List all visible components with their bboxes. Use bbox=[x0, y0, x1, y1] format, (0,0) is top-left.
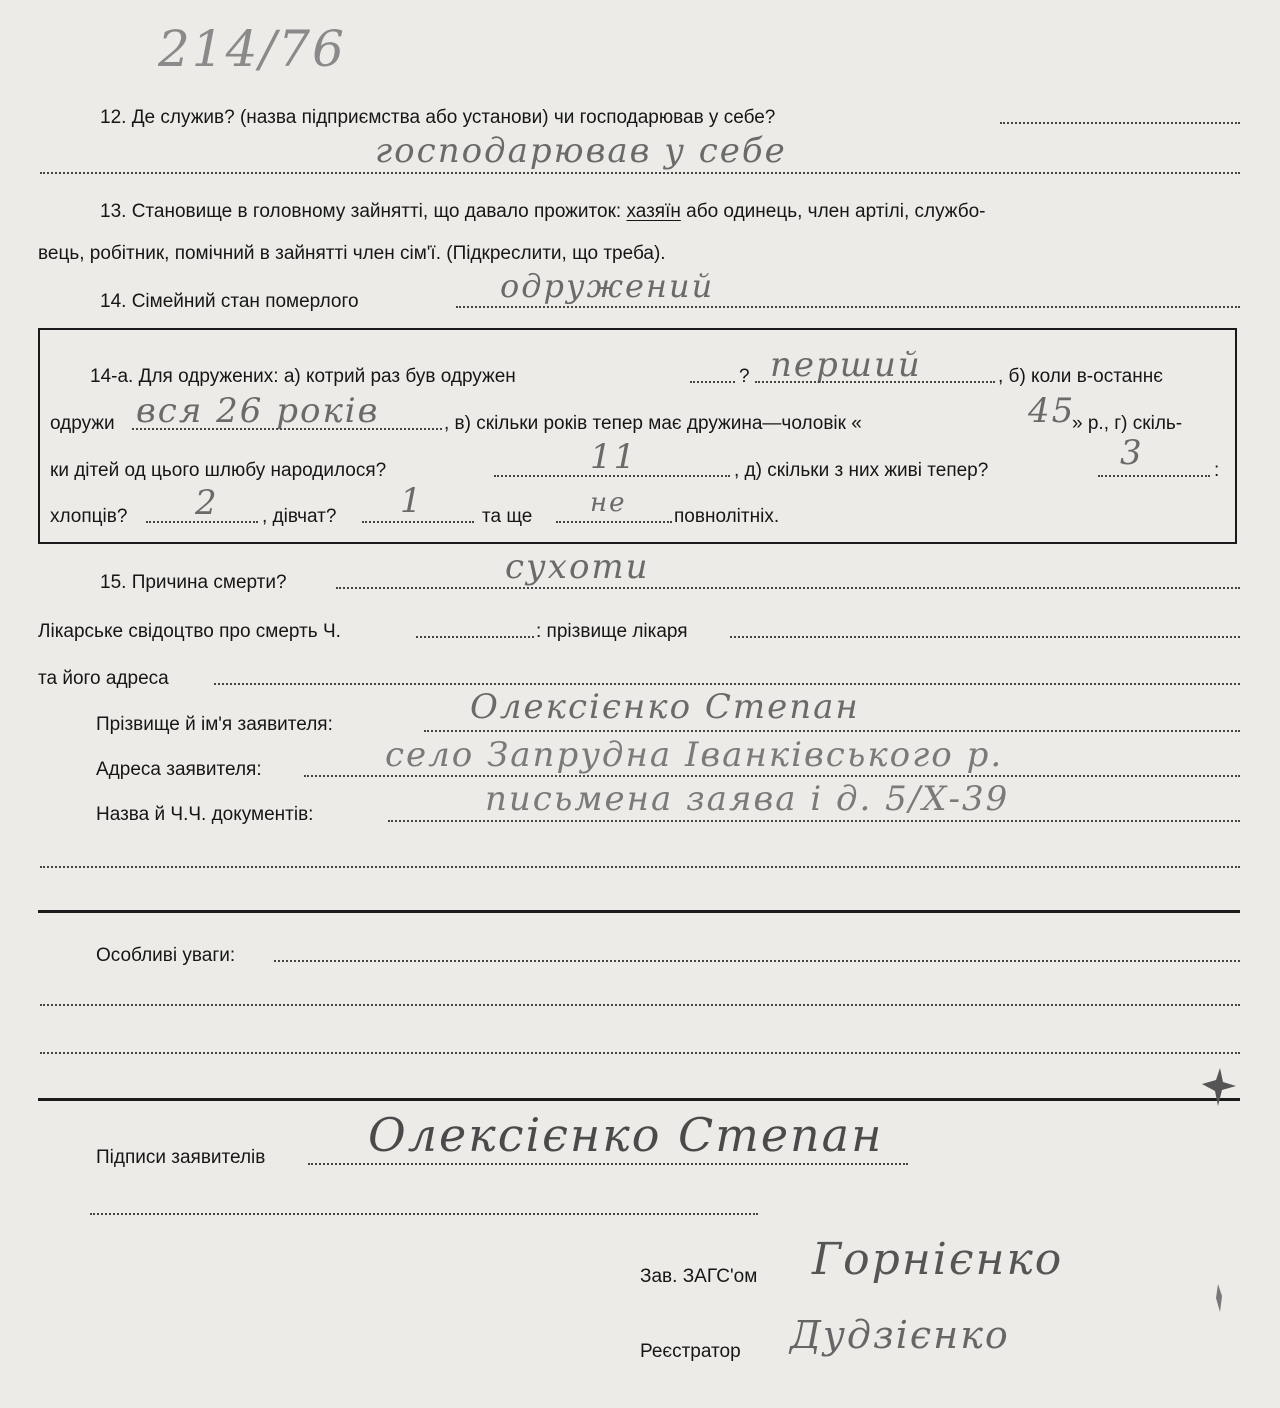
zags-label: Зав. ЗАГС'ом bbox=[640, 1266, 758, 1287]
medical-cert-dots bbox=[416, 636, 534, 638]
q15-answer: сухоти bbox=[505, 547, 650, 587]
applicant-address-dots bbox=[304, 775, 1240, 777]
applicant-address-label: Адреса заявителя: bbox=[96, 759, 262, 780]
applicant-name-dots bbox=[424, 730, 1240, 732]
applicant-docs-dots bbox=[388, 820, 1240, 822]
q14a-line4-suffix: повнолітніх. bbox=[674, 506, 780, 527]
q13-line1 bbox=[100, 202, 986, 221]
q12-dotted-line bbox=[1000, 122, 1240, 124]
registrar-signature: Дудзієнко bbox=[790, 1313, 1010, 1357]
applicant-name-label: Прізвище й ім'я заявителя: bbox=[96, 714, 333, 735]
section-divider-2 bbox=[38, 1098, 1240, 1101]
medical-doctor-label: : прізвище лікаря bbox=[536, 621, 688, 642]
q14a-line3-suffix: : bbox=[1214, 460, 1220, 481]
q14a-first-marriage: перший bbox=[770, 345, 922, 385]
q14-answer: одружений bbox=[500, 267, 715, 305]
registrar-label: Реєстратор bbox=[640, 1341, 741, 1362]
q14a-dots-3 bbox=[132, 428, 442, 430]
archive-number: 214/76 bbox=[158, 20, 346, 78]
medical-cert-label: Лікарське свідоцтво про смерть Ч. bbox=[38, 621, 341, 642]
q14a-dots-6 bbox=[146, 521, 258, 523]
q13-underlined-option: хазяїн bbox=[626, 201, 681, 222]
zags-signature: Горнієнко bbox=[812, 1234, 1064, 1285]
q14a-girls-label: , дівчат? bbox=[262, 506, 337, 527]
q12-answer-line bbox=[40, 172, 1240, 174]
q14a-boys-label: хлопців? bbox=[50, 506, 128, 527]
q14a-spouse-age: 45 bbox=[1028, 391, 1076, 431]
q14a-line1-qmark: ? bbox=[739, 366, 750, 387]
q12-label: 12. Де служив? (назва підприємства або установи) чи господарював у себе? bbox=[100, 107, 776, 128]
applicant-name-value: Олексієнко Степан bbox=[470, 687, 860, 727]
q14a-boys: 2 bbox=[195, 483, 219, 523]
applicant-signature: Олексієнко Степан bbox=[368, 1108, 884, 1162]
q14a-minors: не bbox=[590, 488, 627, 518]
q14a-dots-7 bbox=[362, 521, 474, 523]
medical-doctor-dots bbox=[730, 636, 1240, 638]
q14-label: 14. Сімейний стан померлого bbox=[100, 291, 359, 312]
ink-speck-icon bbox=[1196, 1064, 1240, 1112]
q14a-line1-suffix: , б) коли в-останнє bbox=[998, 366, 1163, 387]
q14a-dots-2 bbox=[755, 381, 995, 383]
medical-address-label: та його адреса bbox=[38, 668, 169, 689]
remarks-dots-2 bbox=[40, 1004, 1240, 1006]
q14a-girls: 1 bbox=[400, 481, 424, 521]
q15-answer-line bbox=[336, 587, 1240, 589]
medical-address-dots bbox=[214, 683, 1240, 685]
applicant-docs-label: Назва й Ч.Ч. документів: bbox=[96, 804, 314, 825]
q14a-line1-prefix: 14-а. Для одружених: а) котрий раз був одружен bbox=[90, 366, 516, 387]
applicant-address-value: село Запрудна Іванківського р. bbox=[385, 735, 1004, 775]
remarks-dots-3 bbox=[40, 1052, 1240, 1054]
q14a-dots-1 bbox=[690, 381, 735, 383]
section-divider-1 bbox=[38, 910, 1240, 913]
remarks-label: Особливі уваги: bbox=[96, 945, 236, 966]
q14a-line1-left bbox=[90, 367, 516, 386]
applicant-signature-dots bbox=[308, 1163, 908, 1165]
q14a-children-alive: 3 bbox=[1120, 433, 1144, 473]
q14a-children-born: 11 bbox=[590, 437, 638, 477]
q13-line2: вець, робітник, помічний в зайнятті член сім'ї. (Підкреслити, що треба). bbox=[38, 243, 666, 264]
q12-answer: господарював у себе bbox=[375, 131, 787, 171]
q14a-line2-suffix: » р., г) скіль- bbox=[1072, 413, 1183, 434]
q14a-dots-8 bbox=[556, 521, 672, 523]
q14a-dots-5 bbox=[1098, 475, 1210, 477]
applicant-docs-value: письмена заява і д. 5/Х-39 bbox=[485, 779, 1010, 819]
q14a-line3-prefix: ки дітей од цього шлюбу народилося? bbox=[50, 460, 387, 481]
q14a-more-label: та ще bbox=[482, 506, 533, 527]
signature-extra-dots bbox=[90, 1213, 758, 1215]
remarks-dots-1 bbox=[274, 960, 1240, 962]
applicants-signature-label: Підписи заявителів bbox=[96, 1147, 266, 1168]
applicant-extra-dots bbox=[40, 866, 1240, 868]
q14a-line3-mid: , д) скільки з них живі тепер? bbox=[734, 460, 989, 481]
q15-label: 15. Причина смерти? bbox=[100, 572, 287, 593]
q14a-married-years: вся 26 років bbox=[136, 391, 380, 431]
q14a-line2-mid: , в) скільки років тепер має дружина—чоловік « bbox=[444, 413, 862, 434]
ink-speck-icon bbox=[1208, 1282, 1232, 1316]
q13-suffix: або одинець, член артілі, службо- bbox=[686, 201, 986, 222]
q14a-line2-prefix: одружи bbox=[50, 413, 115, 434]
q13-prefix: 13. Становище в головному зайнятті, що давало прожиток: bbox=[100, 201, 622, 222]
q14a-dots-4 bbox=[494, 475, 730, 477]
q14-answer-line bbox=[456, 306, 1240, 308]
